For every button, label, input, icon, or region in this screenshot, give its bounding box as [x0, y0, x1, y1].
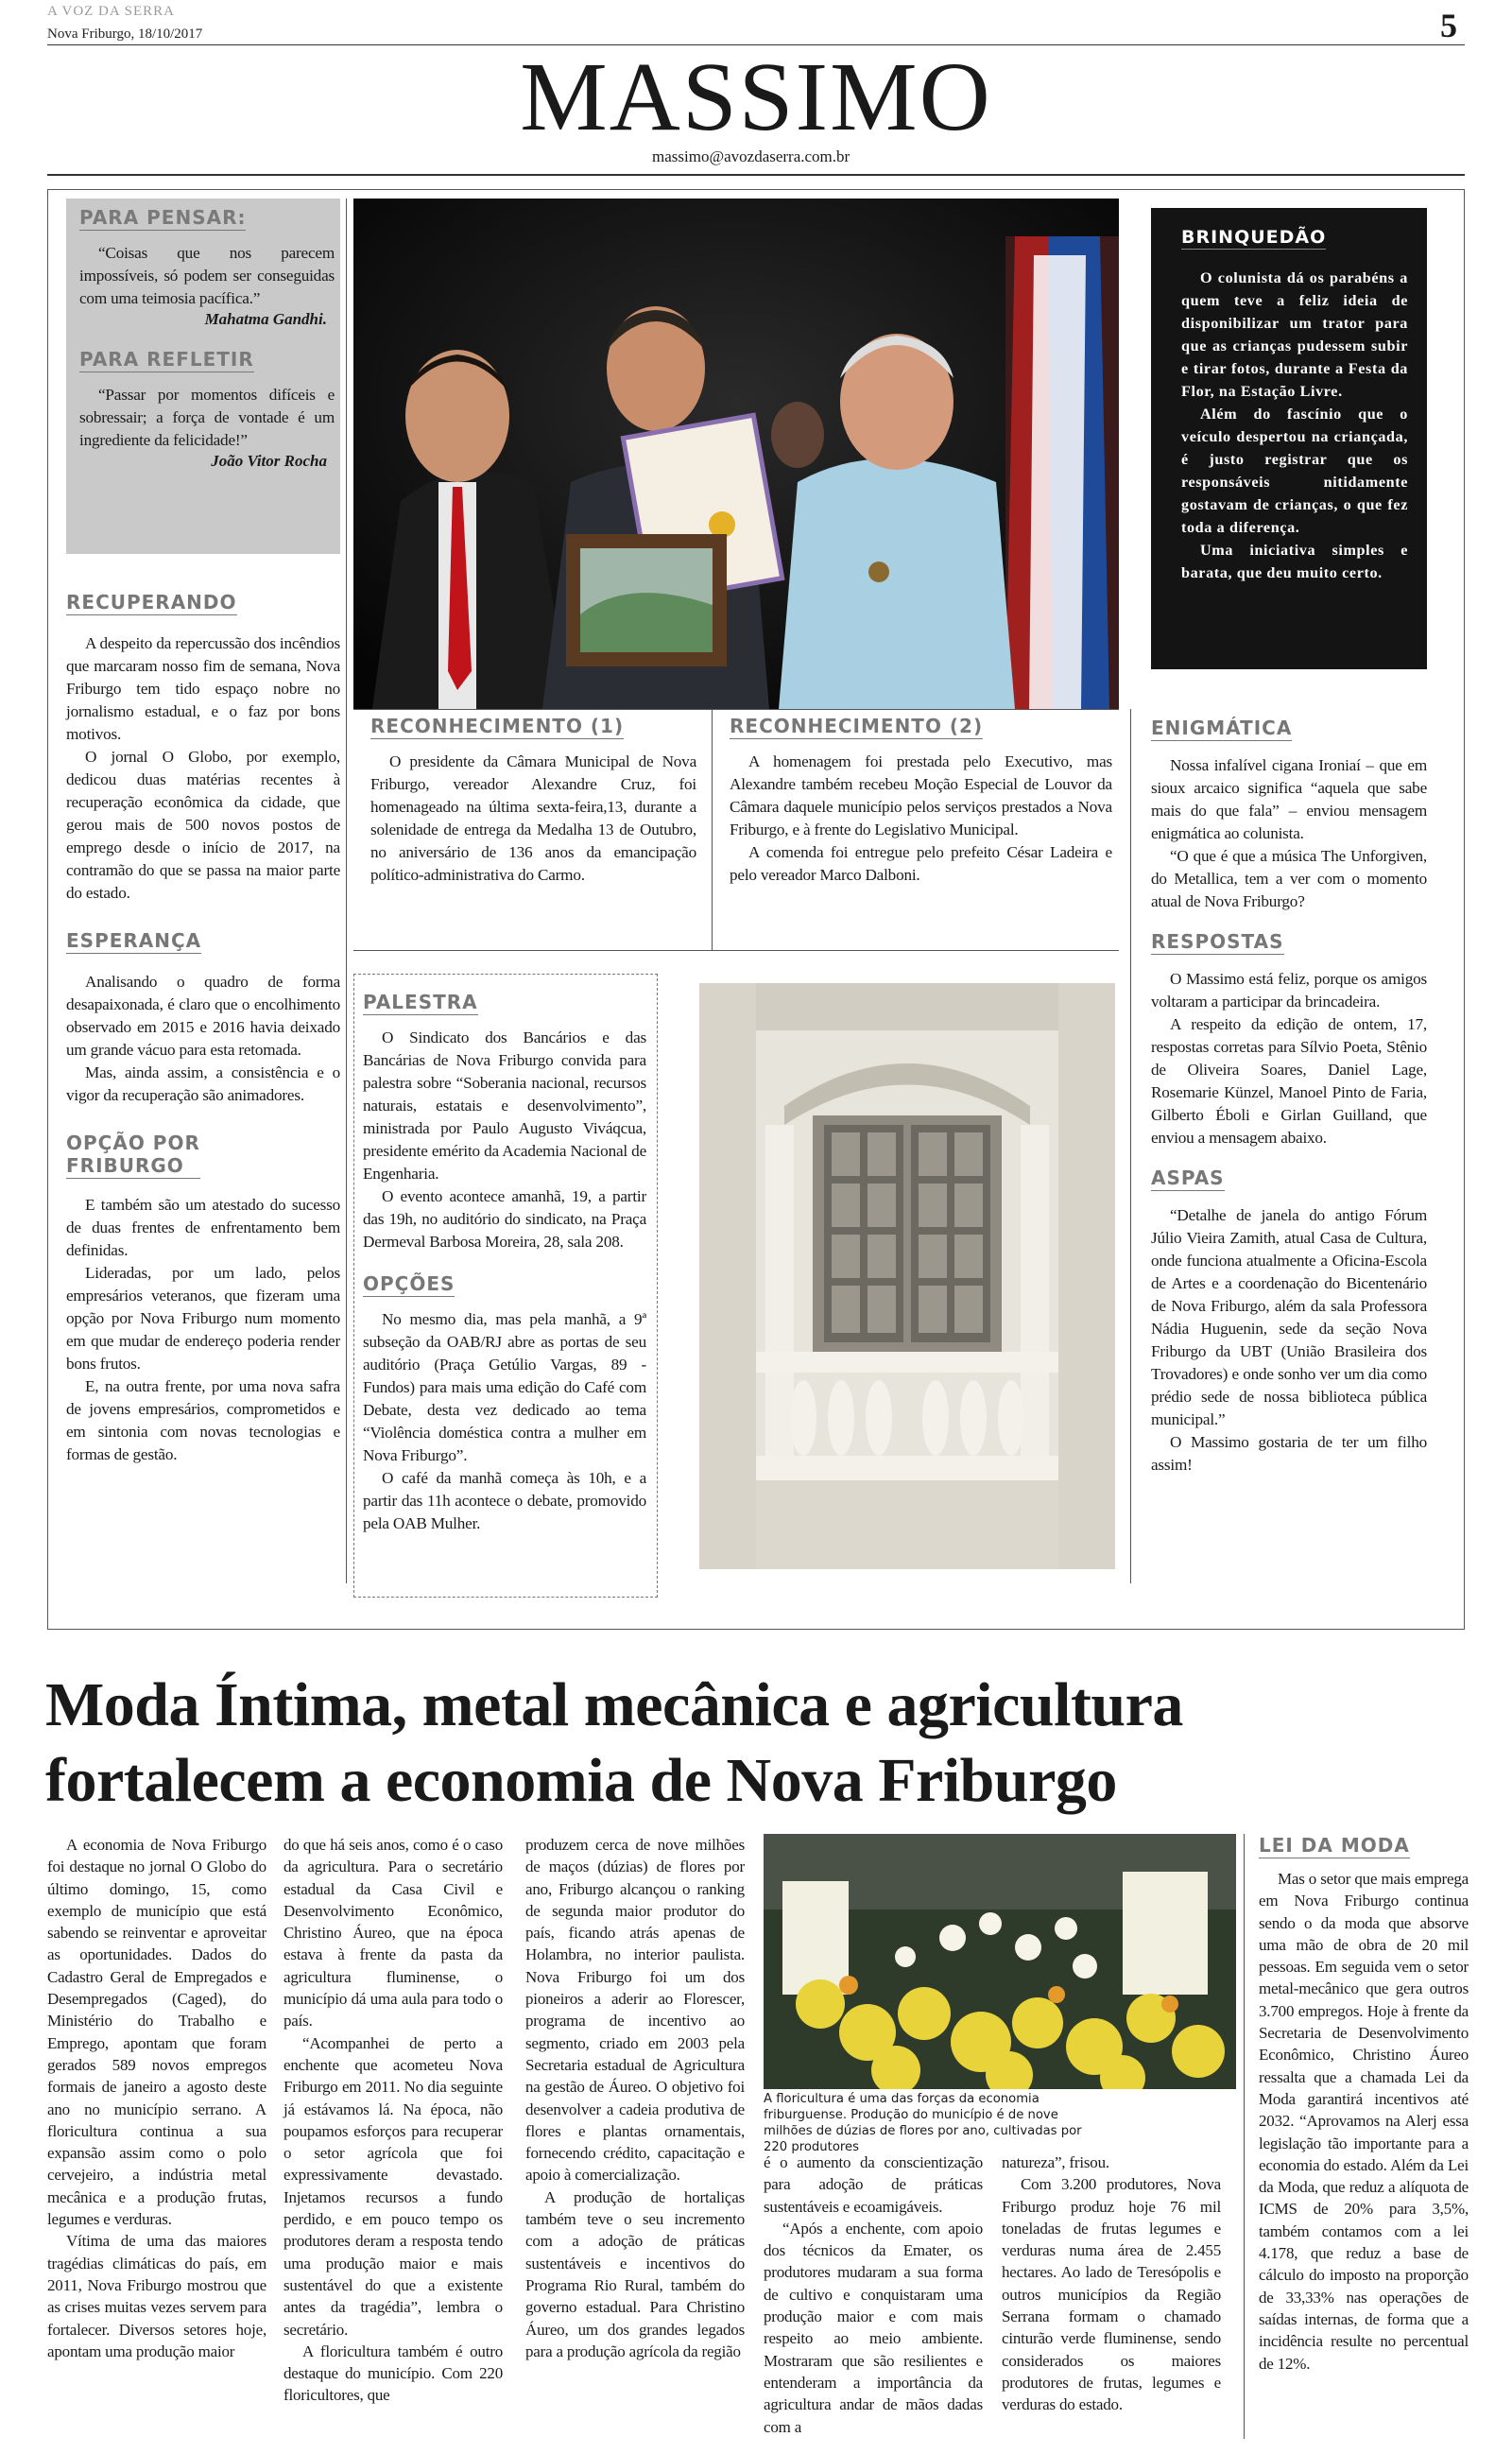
brinquedao-title: BRINQUEDÃO [1181, 227, 1327, 248]
aspas-title: ASPAS [1151, 1167, 1225, 1189]
paper-name: A VOZ DA SERRA [47, 4, 175, 19]
dateline: Nova Friburgo, 18/10/2017 [47, 26, 203, 42]
palestra-title: PALESTRA [363, 991, 478, 1013]
reconhecimento1-title: RECONHECIMENTO (1) [370, 715, 625, 737]
reconhecimento2-title: RECONHECIMENTO (2) [730, 715, 984, 737]
email-rule [47, 174, 1465, 176]
separator [1130, 709, 1131, 1583]
article-col4: é o aumento da conscientização para adoção de práticas sustentáveis e ecoamigáveis. “Após a enchente, com apoio dos técnicos da Emater, os produtores mudaram a sua forma de cultivo e conquistaram uma produção maior e com mais respeito ao meio ambiente. Mostraram que são resilientes e entenderam a importância da agricultura andar de mãos dadas com a [764, 2153, 983, 2436]
recuperando-title: RECUPERANDO [66, 591, 237, 614]
article-headline: Moda Íntima, metal mecânica e agricultura fortalecem a economia de Nova Friburgo [45, 1670, 1183, 1815]
award-photo [353, 199, 1119, 709]
article-col5: natureza”, frisou. Com 3.200 produtores, Nova Friburgo produz hoje 76 mil toneladas de frutas legumes e verduras numa área de 2.455 hectares. Ao lado de Teresópolis e outros municípios da Região Serrana formam o chamado cinturão verde fluminense, sendo considerados os maiores produtores de frutas, legumes e verduras do estado. [1002, 2153, 1221, 2414]
page-number: 5 [1440, 7, 1457, 44]
lei-text: Mas o setor que mais emprega em Nova Friburgo continua sendo o da moda que absorve uma mão de obra de 20 mil pessoas. Em seguida vem o setor metal-mecânico que gera outros 3.700 empregos. Hoje à frente da Secretaria de Desenvolvimento Econômico, Christino Áureo ressalta que a chamada Lei da Moda garantirá incentivos até 2032. “Aprovamos na Alerj essa legislação tão importante para a economia do estado. Além da Lei da Moda, que reduz a alíquota de ICMS de 20% para 3,5%, também contamos com a lei 4.178, que reduz a base de cálculo do imposto na proporção de 33,33% nas operações de saídas internas, de forma que a incidência resulte no percentual de 12%. [1259, 1870, 1469, 2373]
recuperando-text: A despeito da repercussão dos incêndios que marcaram nosso fim de semana, Nova Friburgo tem tido espaço nobre no jornalismo estadual, e o faz por bons motivos. O jornal O Globo, por exemplo, dedicou duas matérias recentes à recuperação econômica da cidade, que gerou mais de 500 novos postos de emprego desde o início de 2017, na contramão do que se passa na maior parte do estado. [66, 634, 340, 902]
palestra-text: O Sindicato dos Bancários e das Bancárias de Nova Friburgo convida para palestra sobre “Soberania nacional, recursos naturais, estatais e desenvolvimento”, ministrada por Paulo Augusto Viváqcua, presidente emérito da Academia Nacional de Engenharia. O evento acontece amanhã, 19, a partir das 19h, no auditório do sindicato, na Praça Dermeval Barbosa Moreira, 28, sala 208. [363, 1028, 646, 1251]
separator [1244, 1834, 1245, 2439]
opcoes-title: OPÇÕES [363, 1272, 455, 1295]
refletir-title: PARA REFLETIR [79, 348, 254, 371]
pensar-author: Mahatma Gandhi. [204, 310, 327, 328]
photo-caption: A floricultura é uma das forças da economia friburguense. Produção do município é de nove milhões de dúzias de flores por ano, cultivadas por 220 produtores [764, 2092, 1082, 2154]
reconhecimento2-text: A homenagem foi prestada pelo Executivo, mas Alexandre também recebeu Moção Especial de Louvor da Câmara daquele município pelos serviços prestados a Nova Friburgo, e à frente do Legislativo Municipal. A comenda foi entregue pelo prefeito César Ladeira e pelo vereador Marco Dalboni. [730, 752, 1112, 884]
esperanca-title: ESPERANÇA [66, 929, 202, 952]
article-col3: produzem cerca de nove milhões de maços (dúzias) de flores por ano, Friburgo alcançou o ranking de segunda maior produtor do país, ficando atrás apenas de Holambra, no interior paulista. Nova Friburgo foi um dos pioneiros a aderir ao Florescer, programa de incentivo ao segmento, criado em 2003 pela Secretaria estadual de Agricultura na gestão de Áureo. O objetivo foi desenvolver a cadeia produtiva de flores e plantas ornamentais, fornecendo crédito, capacitação e apoio à comercialização. A produção de hortaliças também teve o seu incremento com a adoção de práticas sustentáveis e incentivos do Programa Rio Rural, também do governo estadual. Para Christino Áureo, um dos grandes legados para a produção agrícola da região [525, 1836, 745, 2360]
opcao-text: E também são um atestado do sucesso de duas frentes de enfrentamento bem definidas. Lideradas, por um lado, pelos empresários veteranos, que fizeram uma opção por Nova Friburgo num momento em que mudar de endereço poderia render bons frutos. E, na outra frente, por uma nova safra de jovens empresários, comprometidos e em sintonia com novas tecnologias e formas de gestão. [66, 1196, 340, 1463]
article-col2: do que há seis anos, como é o caso da agricultura. Para o secretário estadual da Casa Civil e Desenvolvimento Econômico, Christino Áureo, que na época estava à frente da pasta da agricultura fluminense, o município dá uma aula para todo o país. “Acompanhei de perto a enchente que acometeu Nova Friburgo em 2011. No dia seguinte já estávamos lá. Na época, não poupamos esforços para recuperar o setor agrícola que foi expressivamente devastado. Injetamos recursos a fundo perdido, e em pouco tempo os produtores deram a resposta tendo uma produção maior e mais sustentável do que a existente antes da tragédia”, lembra o secretário. A floricultura também é outro destaque do município. Com 220 floricultores, que [284, 1836, 503, 2405]
column-title: MASSIMO [520, 43, 992, 151]
separator [353, 950, 1119, 951]
refletir-quote: “Passar por momentos difíceis e sobressair; a força de vontade é um ingrediente da felicidade!” [79, 386, 335, 449]
refletir-author: João Vitor Rocha [211, 452, 327, 470]
respostas-title: RESPOSTAS [1151, 930, 1284, 953]
separator [353, 709, 1119, 710]
article-col1: A economia de Nova Friburgo foi destaque no jornal O Globo do último domingo, 15, como exemplo de município que está sabendo se reinventar e aproveitar as oportunidades. Dados do Cadastro Geral de Empregados e Desempregados (Caged), do Ministério do Trabalho e Emprego, apontam que foram gerados 589 novos empregos formais de janeiro a agosto deste ano no município serrano. A floricultura continua a sua expansão assim como o polo cervejeiro, a indústria metal mecânica e a produção frutas, legumes e verduras. Vítima de uma das maiores tragédias climáticas do país, em 2011, Nova Friburgo mostrou que as crises muitas vezes servem para fortalecer. Diversos setores hoje, apontam uma produção maior [47, 1836, 266, 2360]
separator [712, 709, 713, 950]
pensar-title: PARA PENSAR: [79, 206, 247, 229]
lei-title: LEI DA MODA [1259, 1834, 1410, 1857]
reconhecimento1-text: O presidente da Câmara Municipal de Nova Friburgo, vereador Alexandre Cruz, foi homenageado na última sexta-feira,13, durante a solenidade de entrega da Medalha 13 de Outubro, no aniversário de 136 anos da emancipação político-administrativa do Carmo. [370, 752, 696, 884]
column-email: massimo@avozdaserra.com.br [652, 147, 850, 165]
respostas-text: O Massimo está feliz, porque os amigos voltaram a participar da brincadeira. A respeito da edição de ontem, 17, respostas corretas para Sílvio Poeta, Stênio de Oliveira Soares, Daniel Lage, Rosemarie Künzel, Manoel Pinto de Faria, Gilberto Éboli e Girlan Guilland, que enviou a mensagem abaixo. [1151, 970, 1427, 1147]
flowers-photo [764, 1834, 1236, 2089]
esperanca-text: Analisando o quadro de forma desapaixonada, é claro que o encolhimento observado em 2015 e 2016 havia deixado um grande vácuo para esta retomada. Mas, ainda assim, a consistência e o vigor da recuperação são animadores. [66, 973, 340, 1104]
opcoes-text: No mesmo dia, mas pela manhã, a 9ª subseção da OAB/RJ abre as portas de seu auditório (Praça Getúlio Vargas, 89 - Fundos) para mais uma edição do Café com Debate, desta vez dedicado ao tema “Violência doméstica contra a mulher em Nova Friburgo”. O café da manhã começa às 10h, e a partir das 11h acontece o debate, promovido pela OAB Mulher. [363, 1310, 646, 1532]
enigmatica-title: ENIGMÁTICA [1151, 717, 1293, 739]
brinquedao-text: O colunista dá os parabéns a quem teve a feliz ideia de disponibilizar um trator para que as crianças pudessem subir e tirar fotos, durante a Festa da Flor, na Estação Livre. Além do fascínio que o veículo despertou na criançada, é justo registrar que os responsáveis nitidamente gostavam de crianças, o que fez toda a diferença. Uma iniciativa simples e barata, que deu muito certo. [1181, 269, 1408, 581]
window-photo [699, 983, 1115, 1569]
separator [346, 199, 347, 1583]
aspas-text: “Detalhe de janela do antigo Fórum Júlio Vieira Zamith, atual Casa de Cultura, onde funciona atualmente a Oficina-Escola de Artes e a coordenação do Bicentenário de Nova Friburgo, além da sala Professora Nádia Huguenin, sede da seção Nova Friburgo da UBT (União Brasileira dos Trovadores) e onde sonho ver um dia como prédio sede de nossa biblioteca pública municipal.” O Massimo gostaria de ter um filho assim! [1151, 1206, 1427, 1474]
pensar-quote: “Coisas que nos parecem impossíveis, só podem ser conseguidas com uma teimosia pacífica.” [79, 244, 335, 307]
opcao-title: OPÇÃO POR FRIBURGO [66, 1132, 200, 1177]
enigmatica-text: Nossa infalível cigana Ironiaí – que em sioux arcaico significa “aquela que sabe mais do que fala” – enviou mensagem enigmática ao colunista. “O que é que a música The Unforgiven, do Metallica, tem a ver com o momento atual de Nova Friburgo? [1151, 756, 1427, 910]
